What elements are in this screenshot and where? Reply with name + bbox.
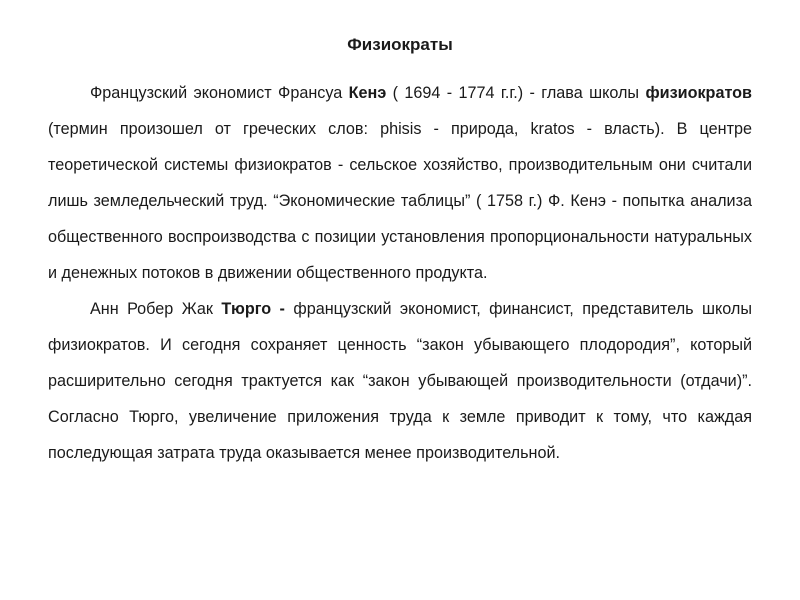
slide-body — [48, 75, 752, 471]
paragraph-quesnay — [48, 75, 752, 291]
name-turgot: Тюрго - — [221, 300, 285, 318]
paragraph-turgot-text-1: Анн Робер Жак — [90, 300, 222, 318]
paragraph-quesnay-text-2: ( 1694 - 1774 г.г.) - глава школы — [386, 84, 646, 102]
slide-title: Физиократы — [347, 35, 453, 54]
paragraph-quesnay-text-3: (термин произошел от греческих слов: phisis - природа, kratos - власть). В центре теоретической системы физиократов - сельское хозяйство, производительным они считали лишь земледельческий труд. “Экономические таблицы” ( 1758 г.) Ф. Кенэ - попытка анализа общественного воспроизводства с позиции установления пропорциональности натуральных и денежных потоков в движении общественного продукта. — [48, 120, 752, 282]
term-physiocrats: физиократов — [645, 84, 752, 102]
name-quesnay: Кенэ — [348, 84, 387, 102]
paragraph-turgot — [48, 291, 752, 471]
paragraph-quesnay-text-1: Французский экономист Франсуа — [90, 84, 349, 102]
paragraph-turgot-text-2: французский экономист, финансист, представитель школы физиократов. И сегодня сохраняет ценность “закон убывающего плодородия”, который расширительно сегодня трактуется как “закон убывающей производительности (отдачи)”. Согласно Тюрго, увеличение приложения труда к земле приводит к тому, что каждая последующая затрата труда оказывается менее производительной. — [48, 300, 752, 462]
